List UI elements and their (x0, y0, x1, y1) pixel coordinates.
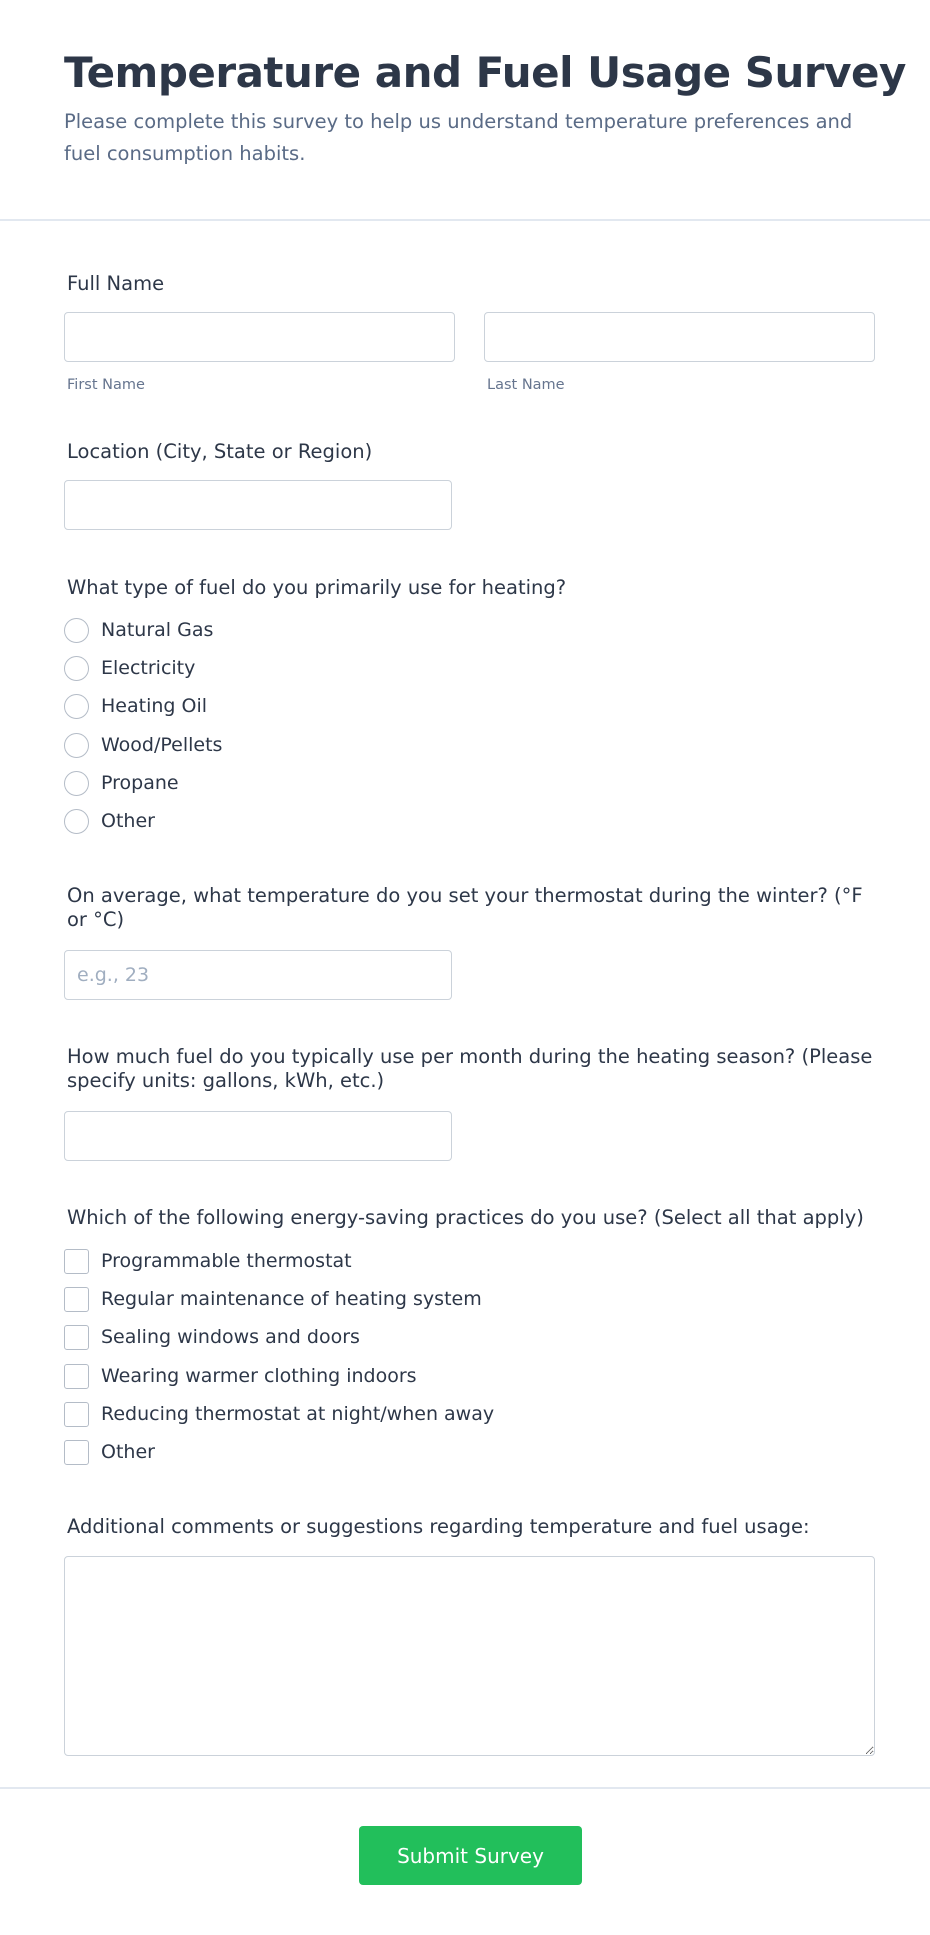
comments-textarea[interactable] (64, 1556, 875, 1756)
first-name-input[interactable] (64, 312, 455, 362)
radio-button[interactable] (64, 618, 89, 643)
checkbox[interactable] (64, 1287, 89, 1312)
fuel-option-other[interactable] (64, 807, 155, 835)
checkbox[interactable] (64, 1364, 89, 1389)
radio-button[interactable] (64, 809, 89, 834)
radio-button[interactable] (64, 694, 89, 719)
fuel-option-wood-pellets[interactable] (64, 731, 222, 759)
fuel-option-label: Electricity (101, 657, 196, 679)
page-subtitle: Please complete this survey to help us understand temperature preferences and fuel consumption habits. (64, 110, 853, 165)
practice-option-other[interactable] (64, 1438, 155, 1466)
practice-option-regular-maintenance[interactable] (64, 1285, 482, 1313)
fuel-option-natural-gas[interactable] (64, 616, 213, 644)
fuel-amount-input[interactable] (64, 1111, 452, 1161)
location-label: Location (City, State or Region) (67, 440, 373, 463)
thermostat-label: On average, what temperature do you set your thermostat during the winter? (°F or °C) (67, 884, 863, 931)
practice-option-reducing-thermostat[interactable] (64, 1400, 494, 1428)
practice-option-label: Sealing windows and doors (101, 1326, 360, 1348)
practice-option-sealing-windows[interactable] (64, 1323, 360, 1351)
last-name-input[interactable] (484, 312, 875, 362)
checkbox[interactable] (64, 1440, 89, 1465)
radio-button[interactable] (64, 656, 89, 681)
practice-option-programmable-thermostat[interactable] (64, 1247, 352, 1275)
fuel-option-label: Natural Gas (101, 619, 214, 641)
practices-label: Which of the following energy-saving practices do you use? (Select all that apply) (67, 1206, 864, 1229)
page-title: Temperature and Fuel Usage Survey (64, 48, 906, 97)
radio-button[interactable] (64, 771, 89, 796)
full-name-label: Full Name (67, 272, 165, 295)
fuel-option-propane[interactable] (64, 769, 179, 797)
fuel-option-label: Propane (101, 772, 179, 794)
checkbox[interactable] (64, 1249, 89, 1274)
fuel-type-label: What type of fuel do you primarily use for heating? (67, 576, 567, 599)
location-input[interactable] (64, 480, 452, 530)
practice-option-label: Programmable thermostat (101, 1250, 352, 1272)
last-name-sublabel: Last Name (487, 377, 565, 393)
fuel-option-label: Heating Oil (101, 695, 208, 717)
practice-option-label: Other (101, 1441, 155, 1463)
fuel-amount-label: How much fuel do you typically use per month during the heating season? (Please specify units: gallons, kWh, etc.) (67, 1045, 873, 1092)
survey-header (0, 0, 930, 221)
first-name-sublabel: First Name (67, 377, 145, 393)
practice-option-label: Reducing thermostat at night/when away (101, 1403, 495, 1425)
fuel-option-heating-oil[interactable] (64, 692, 207, 720)
fuel-option-label: Wood/Pellets (101, 734, 223, 756)
checkbox[interactable] (64, 1325, 89, 1350)
checkbox[interactable] (64, 1402, 89, 1427)
practice-option-warmer-clothing[interactable] (64, 1362, 417, 1390)
practice-option-label: Regular maintenance of heating system (101, 1288, 482, 1310)
fuel-option-electricity[interactable] (64, 654, 195, 682)
footer-divider (0, 1787, 930, 1789)
submit-survey-button[interactable]: Submit Survey (359, 1826, 582, 1885)
comments-label: Additional comments or suggestions regarding temperature and fuel usage: (67, 1515, 810, 1538)
fuel-option-label: Other (101, 810, 155, 832)
practice-option-label: Wearing warmer clothing indoors (101, 1365, 417, 1387)
thermostat-input[interactable] (64, 950, 452, 1000)
radio-button[interactable] (64, 733, 89, 758)
